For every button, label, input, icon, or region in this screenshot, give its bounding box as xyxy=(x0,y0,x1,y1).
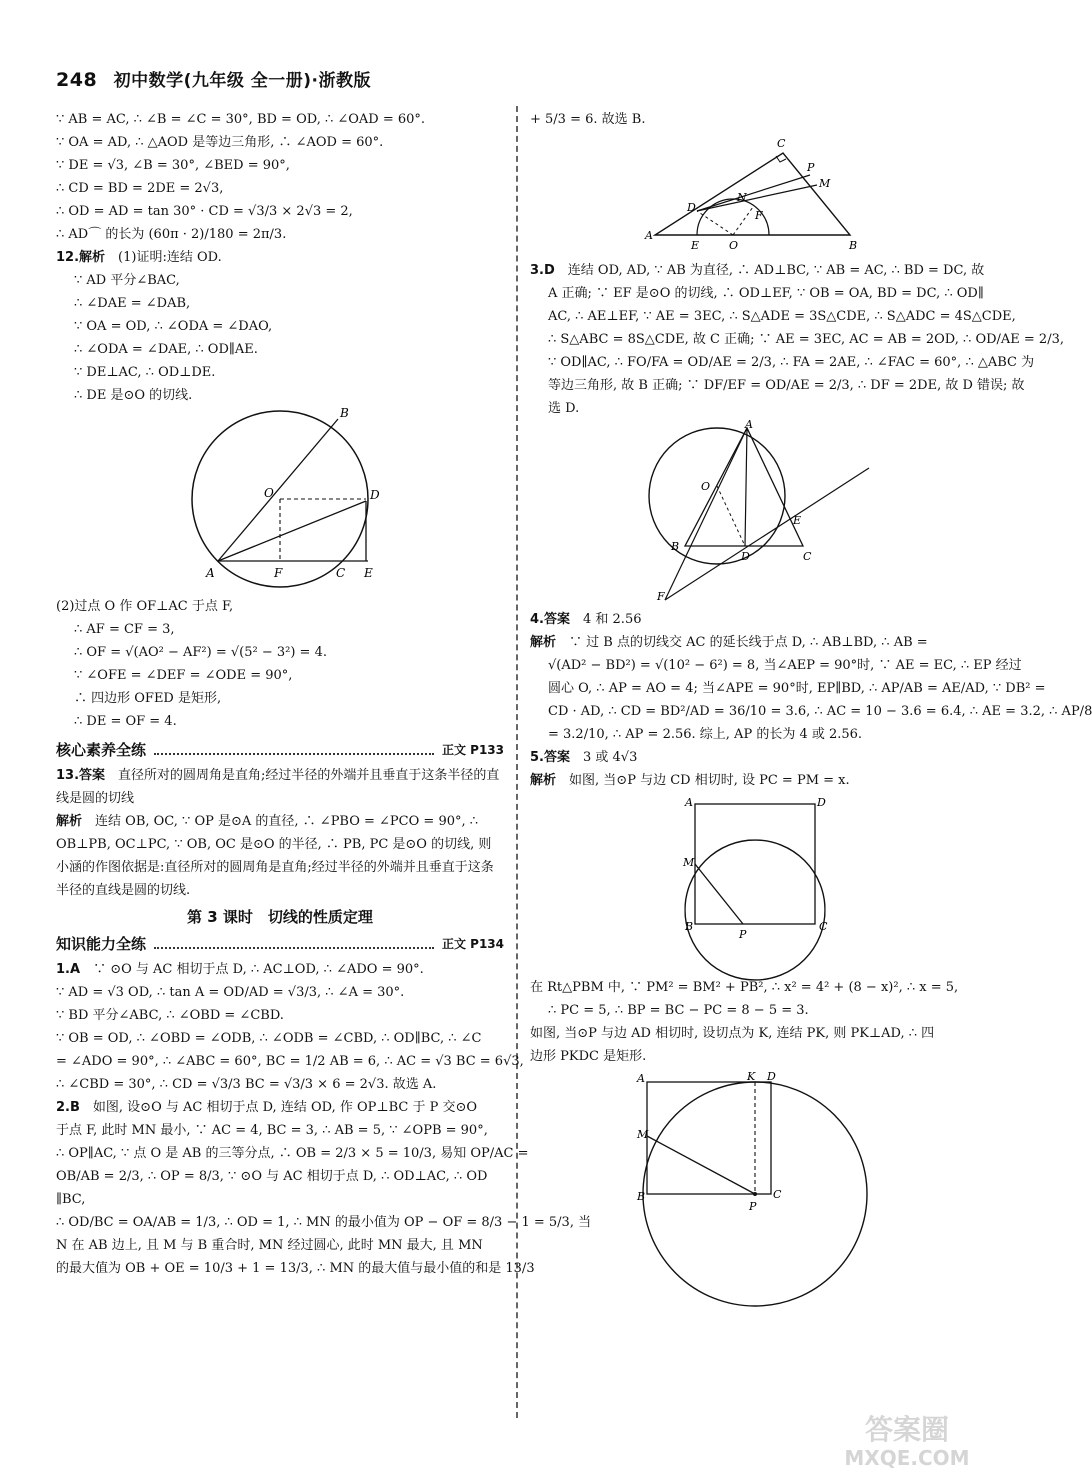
point-label: F xyxy=(657,590,665,603)
q2-continuation: + 5/3 = 6. 故选 B. xyxy=(530,112,646,127)
section-ref: 正文 P134 xyxy=(441,937,504,951)
analysis-label: 解析 xyxy=(56,814,83,829)
section-title: 核心素养全练 xyxy=(56,741,147,759)
text-line: 圆心 O, ∴ AP = AO = 4; 当∠APE = 90°时, EP∥BD, ∴ AP/AB = AE/AD, ∵ DB² = xyxy=(548,681,1046,696)
point-label: D xyxy=(767,1070,776,1083)
text-line: 选 D. xyxy=(548,401,580,416)
text-line: ∵ AD 平分∠BAC, xyxy=(74,273,180,288)
text-line: ∵ ∠OFE = ∠DEF = ∠ODE = 90°, xyxy=(74,668,293,683)
text-line: (2)过点 O 作 OF⊥AC 于点 F, xyxy=(56,599,234,614)
section-title: 知识能力全练 xyxy=(56,935,147,953)
page-number: 248 xyxy=(56,69,98,91)
text-line: ∴ CD = BD = 2DE = 2√3, xyxy=(56,181,224,196)
text-line: 边形 PKDC 是矩形. xyxy=(530,1049,647,1064)
triangle-figure-q2 xyxy=(635,135,875,255)
q2-block xyxy=(56,1096,592,1280)
text-line: ∵ DE = √3, ∠B = 30°, ∠BED = 90°, xyxy=(56,158,290,173)
point-label: A xyxy=(645,229,653,242)
question-number: 1.A xyxy=(56,962,81,977)
text-line: ∴ 四边形 OFED 是矩形, xyxy=(74,691,222,706)
text-line: (1)证明:连结 OD. xyxy=(118,250,222,265)
dotted-leader xyxy=(154,939,434,949)
text-line: 等边三角形, 故 B 正确; ∵ DF/EF = OD/AE = 2/3, ∴ DF = 2DE, 故 D 错误; 故 xyxy=(548,378,1025,393)
point-label: O xyxy=(701,480,711,493)
right-column xyxy=(530,108,1092,1316)
text-line: N 在 AB 边上, 且 M 与 B 重合时, MN 经过圆心, 此时 MN 最大, 且 MN xyxy=(56,1238,483,1253)
question-number: 5.答案 xyxy=(530,750,570,765)
point-label: B xyxy=(671,540,680,553)
q1-block xyxy=(56,958,524,1096)
answer-text: 3 或 4√3 xyxy=(583,750,638,765)
page-header xyxy=(56,66,371,91)
text-line: ∥BC, xyxy=(56,1192,86,1207)
rectangle-circle-figure-q5b xyxy=(635,1072,875,1312)
point-label: B xyxy=(637,1190,646,1203)
point-label: C xyxy=(803,550,812,563)
point-label: B xyxy=(849,239,858,252)
text-line: ∵ BD 平分∠ABC, ∴ ∠OBD = ∠CBD. xyxy=(56,1008,284,1023)
page-title: 初中数学(九年级 全一册)·浙教版 xyxy=(113,71,372,91)
text-line: = 3.2/10, ∴ AP = 2.56. 综上, AP 的长为 4 或 2.56. xyxy=(548,727,863,742)
point-label: A xyxy=(206,566,215,580)
text-line: ∴ PC = 5, ∴ BP = BC − PC = 8 − 5 = 3. xyxy=(548,1003,809,1018)
q11-continuation xyxy=(56,108,504,246)
text-line: OB/AB = 2/3, ∴ OP = 8/3, ∵ ⊙O 与 AC 相切于点 D, ∴ OD⊥AC, ∴ OD xyxy=(56,1169,488,1184)
text-line: ∴ DE = OF = 4. xyxy=(74,714,177,729)
point-label: M xyxy=(637,1128,649,1141)
circle-figure-q3 xyxy=(635,418,875,604)
text-line: ∵ AB = AC, ∴ ∠B = ∠C = 30°, BD = OD, ∴ ∠OAD = 60°. xyxy=(56,112,426,127)
point-label: P xyxy=(749,1200,757,1213)
text-line: 如图, 当⊙P 与边 CD 相切时, 设 PC = PM = x. xyxy=(569,773,850,788)
question-number: 13.答案 xyxy=(56,768,106,783)
text-line: = ∠ADO = 90°, ∴ ∠ABC = 60°, BC = 1/2 AB = 6, ∴ AC = √3 BC = 6√3, xyxy=(56,1054,524,1069)
site-watermark xyxy=(832,1407,982,1471)
point-label: C xyxy=(819,920,828,933)
point-label: A xyxy=(637,1072,645,1085)
point-label: P xyxy=(739,928,747,941)
section-heading-knowledge xyxy=(56,933,504,954)
answer-text: 4 和 2.56 xyxy=(583,612,642,627)
point-label: E xyxy=(364,566,373,580)
text-line: AC, ∴ AE⊥EF, ∵ AE = 3EC, ∴ S△ADE = 3S△CDE, ∴ S△ADC = 4S△CDE, xyxy=(548,309,1016,324)
text-line: 连结 OD, AD, ∵ AB 为直径, ∴ AD⊥BC, ∵ AB = AC, ∴ BD = DC, 故 xyxy=(567,263,985,278)
circle-figure-q12 xyxy=(160,406,400,591)
text-line: 在 Rt△PBM 中, ∵ PM² = BM² + PB², ∴ x² = 4² + (8 − x)², ∴ x = 5, xyxy=(530,980,959,995)
analysis-label: 解析 xyxy=(530,635,557,650)
lesson-title: 第 3 课时 切线的性质定理 xyxy=(187,908,373,926)
rectangle-circle-figure-q5a xyxy=(665,796,845,972)
point-label: O xyxy=(264,486,274,500)
point-label: A xyxy=(745,418,753,431)
text-line: ∴ OP∥AC, ∵ 点 O 是 AB 的三等分点, ∴ OB = 2/3 × 5 = 10/3, 易知 OP/AC = xyxy=(56,1146,529,1161)
text-line: 于点 F, 此时 MN 最小, ∵ AC = 4, BC = 3, ∴ AB = 5, ∵ ∠OPB = 90°, xyxy=(56,1123,488,1138)
text-line: ∴ ∠DAE = ∠DAB, xyxy=(74,296,191,311)
answer-text: 直径所对的圆周角是直角;经过半径的外端并且垂直于这条半径的直线是圆的切线 xyxy=(56,768,500,806)
text-line: √(AD² − BD²) = √(10² − 6²) = 8, 当∠AEP = 90°时, ∵ AE = EC, ∴ EP 经过 xyxy=(548,658,1022,673)
text-line: 的最大值为 OB + OE = 10/3 + 1 = 13/3, ∴ MN 的最大值与最小值的和是 13/3 xyxy=(56,1261,535,1276)
text-line: ∴ DE 是⊙O 的切线. xyxy=(74,388,193,403)
text-line: ∵ ⊙O 与 AC 相切于点 D, ∴ AC⊥OD, ∴ ∠ADO = 90°. xyxy=(93,962,424,977)
point-label: E xyxy=(793,514,802,527)
text-line: CD · AD, ∴ CD = BD²/AD = 36/10 = 3.6, ∴ AC = 10 − 3.6 = 6.4, ∴ AE = 3.2, ∴ AP/8 xyxy=(548,704,1092,719)
point-label: M xyxy=(683,856,695,869)
q13-block xyxy=(56,764,504,902)
watermark-text: 答案圈 xyxy=(864,1413,950,1446)
analysis-label: 解析 xyxy=(530,773,557,788)
point-label: D xyxy=(741,550,750,563)
point-label: D xyxy=(817,796,826,809)
q12-block xyxy=(56,246,504,733)
point-label: A xyxy=(685,796,693,809)
point-label: B xyxy=(340,406,349,420)
q3-block xyxy=(530,259,1064,420)
q5-block xyxy=(530,746,980,1312)
text-line: ∴ S△ABC = 8S△CDE, 故 C 正确; ∵ AE = 3EC, AC = AB = 2OD, ∴ OD/AE = 2/3, xyxy=(548,332,1064,347)
text-line: ∵ OB = OD, ∴ ∠OBD = ∠ODB, ∴ ∠ODB = ∠CBD, ∴ OD∥BC, ∴ ∠C xyxy=(56,1031,482,1046)
point-label: P xyxy=(807,161,815,174)
text-line: ∵ OD∥AC, ∴ FO/FA = OD/AE = 2/3, ∴ FA = 2AE, ∴ ∠FAC = 60°, ∴ △ABC 为 xyxy=(548,355,1035,370)
point-label: N xyxy=(737,191,747,204)
text-line: ∴ AD⌒ 的长为 (60π · 2)/180 = 2π/3. xyxy=(56,227,287,242)
text-line: ∴ ∠CBD = 30°, ∴ CD = √3/3 BC = √3/3 × 6 = 2√3. 故选 A. xyxy=(56,1077,437,1092)
point-label: C xyxy=(773,1188,782,1201)
point-label: C xyxy=(777,137,786,150)
section-heading-core xyxy=(56,739,504,760)
question-number: 3.D xyxy=(530,263,555,278)
text-line: 如图, 设⊙O 与 AC 相切于点 D, 连结 OD, 作 OP⊥BC 于 P 交⊙O xyxy=(92,1100,478,1115)
point-label: B xyxy=(685,920,694,933)
text-line: A 正确; ∵ EF 是⊙O 的切线, ∴ OD⊥EF, ∵ OB = OA, BD = DC, ∴ OD∥ xyxy=(548,286,984,301)
text-line: 如图, 当⊙P 与边 AD 相切时, 设切点为 K, 连结 PK, 则 PK⊥AD, ∴ 四 xyxy=(530,1026,935,1041)
text-line: ∴ OD/BC = OA/AB = 1/3, ∴ OD = 1, ∴ MN 的最小值为 OP − OF = 8/3 − 1 = 5/3, 当 xyxy=(56,1215,592,1230)
question-number: 12.解析 xyxy=(56,250,106,265)
point-label: F xyxy=(274,566,283,580)
text-line: ∴ AF = CF = 3, xyxy=(74,622,175,637)
section-ref: 正文 P133 xyxy=(441,743,504,757)
analysis-text: 连结 OB, OC, ∵ OP 是⊙A 的直径, ∴ ∠PBO = ∠PCO = 90°, ∴ OB⊥PB, OC⊥PC, ∵ OB, OC 是⊙O 的半径, ∴ PB, PC 是⊙O 的切线, 则小涵的作图依据是:直径所对的圆周角是直角;经过半径的外端并且垂直于这条半径的直线是圆的切线. xyxy=(56,814,494,898)
text-line: ∵ OA = AD, ∴ △AOD 是等边三角形, ∴ ∠AOD = 60°. xyxy=(56,135,384,150)
text-line: ∴ OD = AD = tan 30° · CD = √3/3 × 2√3 = 2, xyxy=(56,204,353,219)
text-line: ∵ 过 B 点的切线交 AC 的延长线于点 D, ∴ AB⊥BD, ∴ AB = xyxy=(569,635,928,650)
watermark-url: MXQE.COM xyxy=(844,1446,970,1470)
q4-block xyxy=(530,608,1092,746)
dotted-leader xyxy=(154,745,434,755)
text-line: ∴ ∠ODA = ∠DAE, ∴ OD∥AE. xyxy=(74,342,258,357)
point-label: O xyxy=(729,239,739,252)
question-number: 4.答案 xyxy=(530,612,570,627)
text-line: ∵ AD = √3 OD, ∴ tan A = OD/AD = √3/3, ∴ ∠A = 30°. xyxy=(56,985,405,1000)
text-line: ∵ OA = OD, ∴ ∠ODA = ∠DAO, xyxy=(74,319,273,334)
point-label: F xyxy=(755,209,763,222)
question-number: 2.B xyxy=(56,1100,80,1115)
point-label: D xyxy=(370,488,380,502)
point-label: K xyxy=(747,1070,756,1083)
text-line: ∵ DE⊥AC, ∴ OD⊥DE. xyxy=(74,365,216,380)
point-label: C xyxy=(336,566,346,580)
point-label: D xyxy=(687,201,696,214)
text-line: ∴ OF = √(AO² − AF²) = √(5² − 3²) = 4. xyxy=(74,645,327,660)
point-label: M xyxy=(819,177,831,190)
point-label: E xyxy=(691,239,700,252)
